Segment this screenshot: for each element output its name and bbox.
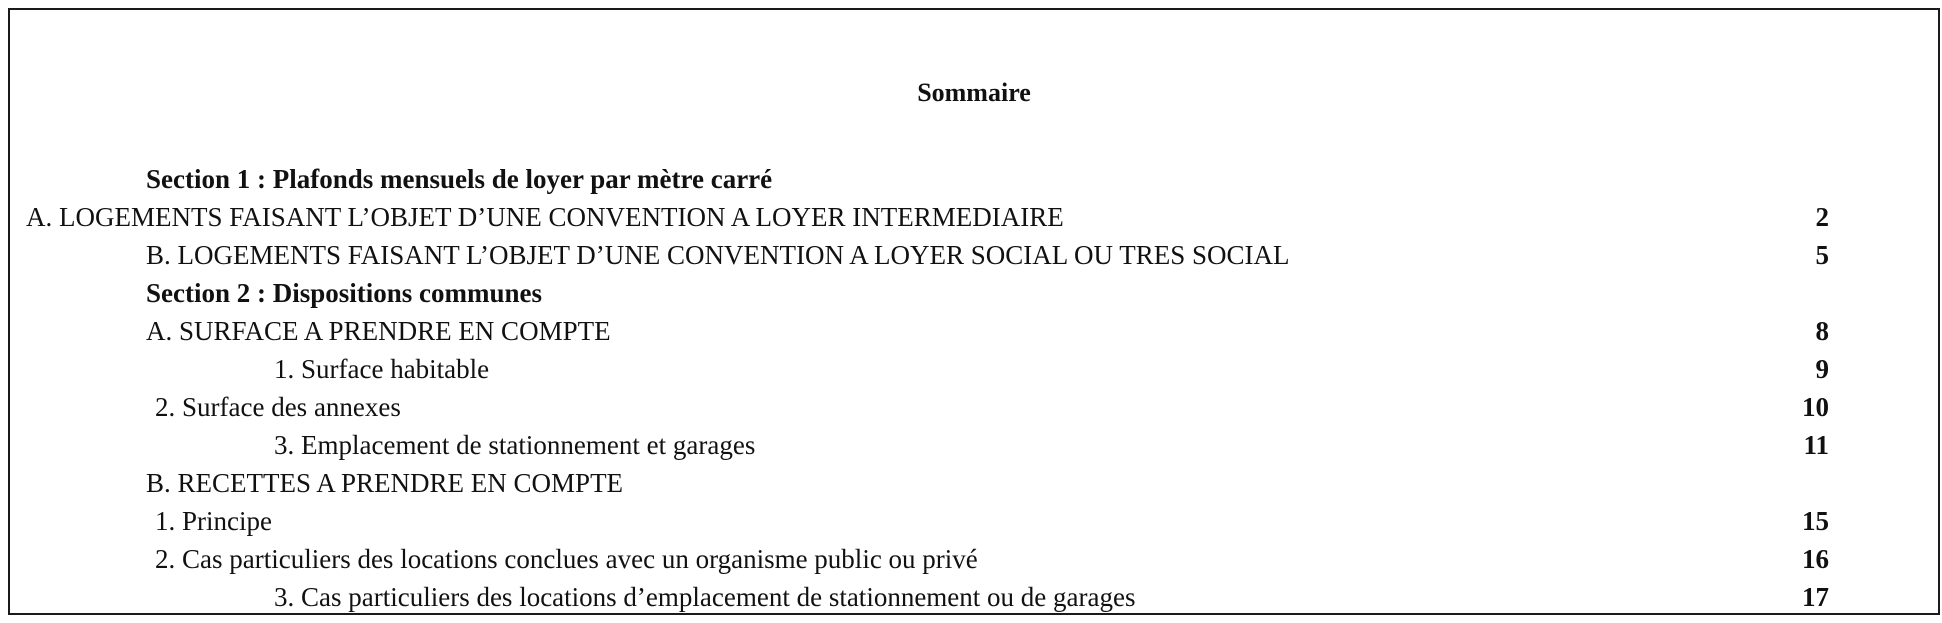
toc-entry-text: Section 2 : Dispositions communes	[146, 278, 543, 308]
toc-entry[interactable]	[10, 502, 1938, 540]
toc-entry[interactable]	[10, 198, 1938, 236]
toc-section-heading	[10, 274, 1938, 312]
toc-entry-text[interactable]: B. RECETTES A PRENDRE EN COMPTE	[146, 468, 624, 498]
toc-page-number: 2	[1815, 202, 1829, 232]
toc-page-number: 11	[1803, 430, 1829, 460]
toc-entry[interactable]	[10, 388, 1938, 426]
toc-page-number: 17	[1802, 582, 1829, 612]
toc-page-number: 9	[1815, 354, 1829, 384]
toc-entry-text[interactable]: A. SURFACE A PRENDRE EN COMPTE	[146, 316, 611, 346]
toc-entry-text[interactable]: 2. Cas particuliers des locations conclues avec un organisme public ou privé	[155, 544, 978, 574]
toc-entry-text[interactable]: 1. Surface habitable	[274, 354, 490, 384]
toc-page-number: 5	[1815, 240, 1829, 270]
toc-section-heading	[10, 160, 1938, 198]
toc-page-number: 15	[1802, 506, 1829, 536]
toc-entry[interactable]	[10, 426, 1938, 464]
toc-entry[interactable]	[10, 312, 1938, 350]
toc-entry-text[interactable]: 3. Cas particuliers des locations d’emplacement de stationnement ou de garages	[274, 582, 1136, 612]
toc-page-number: 8	[1815, 316, 1829, 346]
toc-entry-text[interactable]: A. LOGEMENTS FAISANT L’OBJET D’UNE CONVENTION A LOYER INTERMEDIAIRE	[26, 202, 1064, 232]
toc-frame	[8, 8, 1940, 615]
toc-entry[interactable]	[10, 578, 1938, 616]
toc-entry-text[interactable]: 1. Principe	[155, 506, 272, 536]
toc-entry-text[interactable]: 2. Surface des annexes	[155, 392, 401, 422]
toc-entry[interactable]	[10, 350, 1938, 388]
toc-title: Sommaire	[917, 78, 1031, 107]
toc-page-number: 16	[1802, 544, 1829, 574]
toc-entry-text[interactable]: B. LOGEMENTS FAISANT L’OBJET D’UNE CONVENTION A LOYER SOCIAL OU TRES SOCIAL	[146, 240, 1290, 270]
toc-page-number: 10	[1802, 392, 1829, 422]
toc-entry-text[interactable]: 3. Emplacement de stationnement et garages	[274, 430, 756, 460]
toc-entry[interactable]	[10, 236, 1938, 274]
toc-entry-text: Section 1 : Plafonds mensuels de loyer par mètre carré	[146, 164, 773, 194]
toc-entry[interactable]	[10, 464, 1938, 502]
toc-entry[interactable]	[10, 540, 1938, 578]
